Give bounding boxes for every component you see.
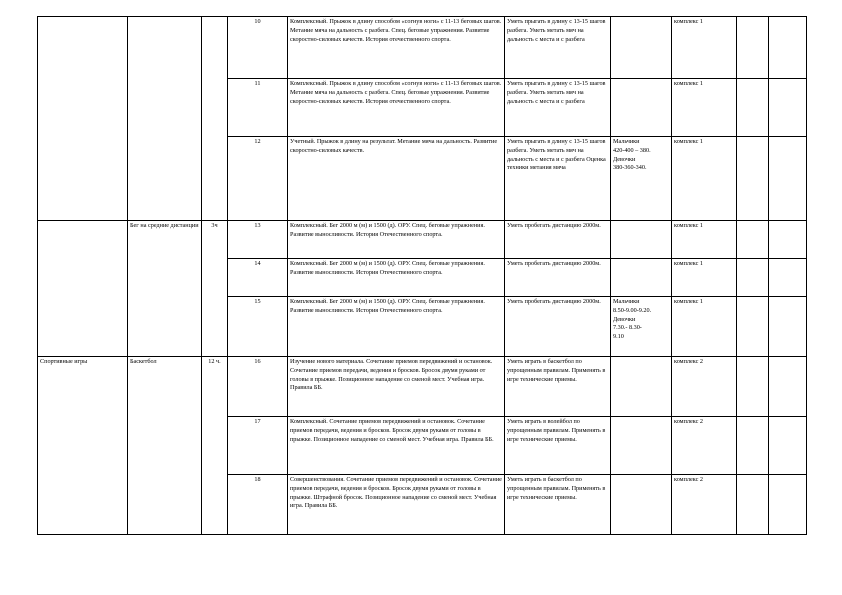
lesson-homework: комплекс 2 (672, 357, 737, 417)
date-fact-cell (769, 475, 807, 535)
lesson-content: Комплексный. Бег 2000 м (м) и 1500 (д). ОРУ. Спец. беговые упражнения. Развитие выносливости. История Отечественного спорта. (288, 259, 505, 297)
hours-cell: 3ч (202, 221, 228, 357)
lesson-requirements: Уметь пробегать дистанцию 2000м. (505, 259, 611, 297)
date-plan-cell (737, 17, 769, 79)
lesson-number: 13 (228, 221, 288, 259)
lesson-homework: комплекс 1 (672, 79, 737, 137)
lesson-requirements: Уметь играть в баскетбол по упрощенным правилам. Применять в игре технические приемы. (505, 357, 611, 417)
lesson-requirements: Уметь прыгать в длину с 13-15 шагов разбега. Уметь метать мяч на дальность с места и с разбега (505, 17, 611, 79)
lesson-requirements: Уметь пробегать дистанцию 2000м. (505, 221, 611, 259)
lesson-plan-table (37, 16, 807, 535)
date-fact-cell (769, 297, 807, 357)
lesson-control (611, 221, 672, 259)
lesson-number: 15 (228, 297, 288, 357)
lesson-number: 11 (228, 79, 288, 137)
date-plan-cell (737, 259, 769, 297)
lesson-content: Комплексный. Прыжок в длину способом «согнув ноги» с 11-13 беговых шагов. Метание мяча на дальность с разбега. Спец. беговые упражнения. Развитие скоростно-силовых качеств. История отечественного спорта. (288, 79, 505, 137)
lesson-homework: комплекс 2 (672, 417, 737, 475)
lesson-control: Мальчики 8.50-9.00-9.20. Девочки 7.30.- 8.30- 9.10 (611, 297, 672, 357)
hours-cell (202, 17, 228, 221)
lesson-content: Совершенствования. Сочетание приемов передвижений и остановок. Сочетание приемов передачи, ведения и бросков. Бросок двумя руками от головы в прыжке. Штрафной бросок. Позиционное нападение со сменой мест. Учебная игра. Правила ББ. (288, 475, 505, 535)
lesson-homework: комплекс 2 (672, 475, 737, 535)
date-plan-cell (737, 221, 769, 259)
date-fact-cell (769, 417, 807, 475)
lesson-control (611, 357, 672, 417)
lesson-requirements: Уметь прыгать в длину с 13-15 шагов разбега. Уметь метать мяч на дальность с места и с разбега Оценка техники метания мяча (505, 137, 611, 221)
lesson-content: Комплексный. Бег 2000 м (м) и 1500 (д). ОРУ. Спец. беговые упражнения. Развитие выносливости. История Отечественного спорта. (288, 221, 505, 259)
date-plan-cell (737, 357, 769, 417)
date-fact-cell (769, 137, 807, 221)
lesson-content: Изучение нового материала. Сочетание приемов передвижений и остановок. Сочетание приемов передачи, ведения и бросков. Бросок двумя руками от головы в прыжке. Позиционное нападение со сменой мест. Учебная игра. Правила ББ. (288, 357, 505, 417)
lesson-control (611, 259, 672, 297)
topic-cell (128, 17, 202, 221)
lesson-number: 17 (228, 417, 288, 475)
date-fact-cell (769, 79, 807, 137)
date-plan-cell (737, 297, 769, 357)
date-plan-cell (737, 475, 769, 535)
lesson-control: Мальчики 420-400 – 380. Девочки 380-360-340. (611, 137, 672, 221)
table-row (38, 17, 807, 79)
lesson-number: 16 (228, 357, 288, 417)
section-cell (38, 221, 128, 357)
hours-cell: 12 ч. (202, 357, 228, 535)
date-fact-cell (769, 357, 807, 417)
date-fact-cell (769, 221, 807, 259)
date-plan-cell (737, 417, 769, 475)
lesson-number: 18 (228, 475, 288, 535)
lesson-requirements: Уметь играть в волейбол по упрощенным правилам. Применять в игре технические приемы. (505, 417, 611, 475)
section-cell: Спортивные игры (38, 357, 128, 535)
section-cell (38, 17, 128, 221)
lesson-number: 10 (228, 17, 288, 79)
lesson-control (611, 79, 672, 137)
topic-cell: Баскетбол (128, 357, 202, 535)
lesson-number: 14 (228, 259, 288, 297)
lesson-content: Комплексный. Бег 2000 м (м) и 1500 (д). ОРУ. Спец. беговые упражнения. Развитие выносливости. История Отечественного спорта. (288, 297, 505, 357)
date-plan-cell (737, 79, 769, 137)
lesson-homework: комплекс 1 (672, 17, 737, 79)
lesson-homework: комплекс 1 (672, 137, 737, 221)
lesson-control (611, 417, 672, 475)
date-plan-cell (737, 137, 769, 221)
lesson-homework: комплекс 1 (672, 297, 737, 357)
lesson-requirements: Уметь играть в баскетбол по упрощенным правилам. Применять в игре технические приемы. (505, 475, 611, 535)
table-row (38, 357, 807, 417)
date-fact-cell (769, 259, 807, 297)
lesson-homework: комплекс 1 (672, 221, 737, 259)
lesson-control (611, 17, 672, 79)
lesson-requirements: Уметь пробегать дистанцию 2000м. (505, 297, 611, 357)
lesson-number: 12 (228, 137, 288, 221)
lesson-content: Учетный. Прыжок в длину на результат. Метание мяча на дальность. Развитие скоростно-силовых качеств. (288, 137, 505, 221)
lesson-content: Комплексный. Прыжок в длину способом «согнув ноги» с 11-13 беговых шагов. Метание мяча на дальность с разбега. Спец. беговые упражнения. Развитие скоростно-силовых качеств. История отечественного спорта. (288, 17, 505, 79)
table-row (38, 221, 807, 259)
lesson-content: Комплексный. Сочетание приемов передвижений и остановок. Сочетание приемов передачи, ведения и бросков. Бросок двумя руками от головы в прыжке. Позиционное нападение со сменой мест. Учебная игра. Правила ББ. (288, 417, 505, 475)
lesson-control (611, 475, 672, 535)
topic-cell: Бег на средние дистанции (128, 221, 202, 357)
lesson-homework: комплекс 1 (672, 259, 737, 297)
date-fact-cell (769, 17, 807, 79)
lesson-requirements: Уметь прыгать в длину с 13-15 шагов разбега. Уметь метать мяч на дальность с места и с разбега (505, 79, 611, 137)
